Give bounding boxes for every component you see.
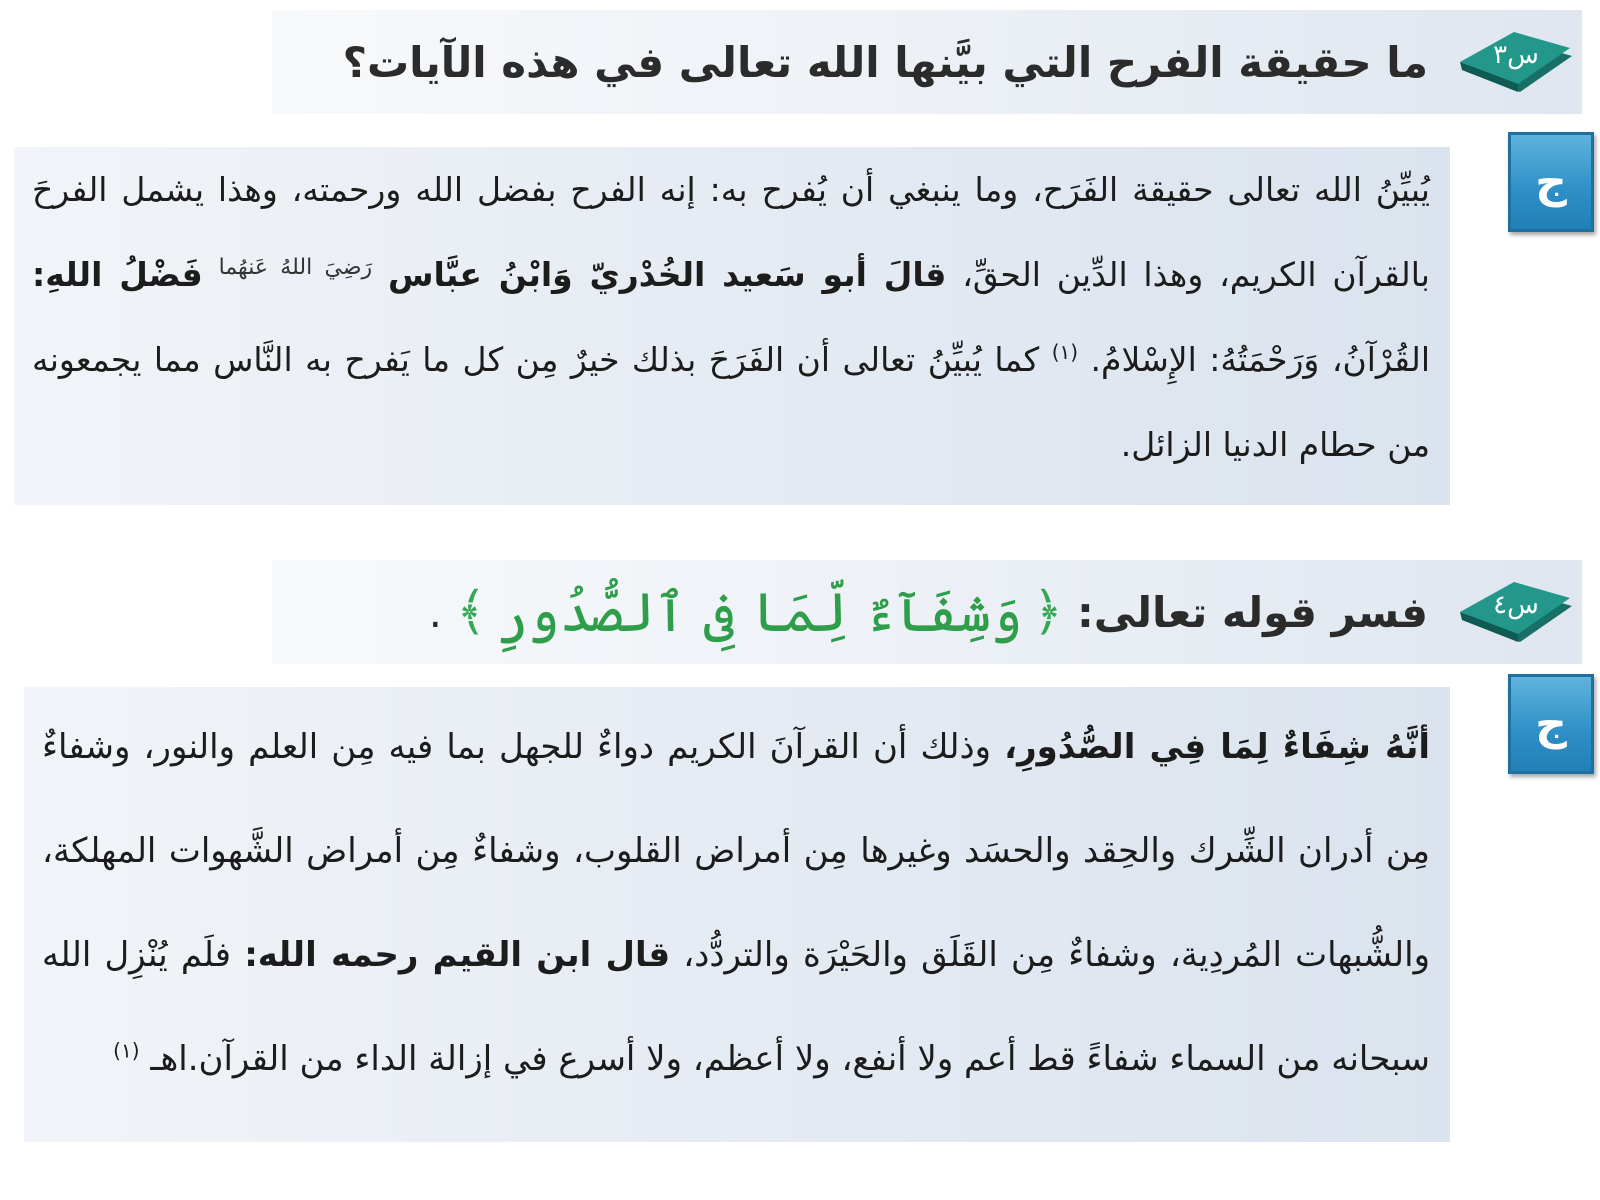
answer-4-quote: فلَم يُنْزِل الله سبحانه من السماء شفاءً قط أعم ولا أنفع، ولا أعظم، ولا أسرع في إزالة الداء من القرآن.اهـ — [42, 935, 1430, 1079]
verse-ornament-open: ﴿ — [1032, 582, 1063, 642]
answer-4-body: وذلك أن القرآنَ الكريم دواءٌ للجهل بما فيه مِن العلم والنور، وشفاءٌ مِن أدران الشِّرك والحِقد والحسَد وغيرها مِن أمراض القلوب، وشفاءٌ مِن أمراض الشَّهوات المهلكة، والشُّبهات المُردِية، وشفاءٌ مِن القَلَق والحَيْرَة والتردُّد، — [42, 727, 1430, 975]
question-3-badge — [1456, 22, 1576, 102]
answer-3-panel — [14, 147, 1450, 505]
answer-3-conclusion: كما يُبيِّنُ تعالى أن الفَرَحَ بذلك خيرٌ مِن كل ما يَفرح به النَّاس مما يجمعونه من حطام الدنيا الزائل. — [32, 340, 1430, 464]
question-3-text: ما حقيقة الفرح التي بيَّنها الله تعالى في هذه الآيات؟ — [342, 37, 1428, 87]
question-3-banner — [272, 10, 1582, 114]
footnote-marker[interactable]: (١) — [113, 1038, 140, 1063]
answer-4-badge: ج — [1508, 674, 1594, 774]
answer-4-text — [24, 687, 1450, 1111]
question-4-period: . — [428, 587, 442, 637]
answer-3-badge: ج — [1508, 132, 1594, 232]
answer-3-text — [14, 147, 1450, 487]
question-4-prefix: فسر قوله تعالى: — [1077, 587, 1428, 637]
question-4-number: س٤ — [1493, 590, 1539, 620]
question-4-banner — [272, 560, 1582, 664]
verse-ornament-close: ﴾ — [455, 582, 487, 642]
question-3-number: س٣ — [1493, 40, 1539, 70]
answer-3-intro: يُبيِّنُ الله تعالى حقيقة الفَرَح، وما ينبغي أن يُفرح به: إنه الفرح بفضل الله ورحمته، وهذا يشمل الفرحَ بالقرآن الكريم، وهذا الدِّين الحقِّ، — [32, 170, 1430, 294]
answer-3-narrators: قالَ أبو سَعيد الخُدْريّ وَابْنُ عبَّاس — [387, 255, 947, 294]
footnote-marker[interactable]: (١) — [1051, 340, 1079, 364]
answer-4-lead: أنَّهُ شِفَاءٌ لِمَا فِي الصُّدُورِ، — [1004, 727, 1430, 767]
answer-4-quote-attribution: قال ابن القيم رحمه الله: — [244, 935, 671, 975]
honorific-seal: رَضِيَ اللهُ عَنهُما — [218, 255, 373, 280]
answer-3-bounty-text: القُرْآنُ، وَرَحْمَتُهُ: الإِسْلامُ. — [1090, 340, 1430, 379]
answer-4-panel — [24, 687, 1450, 1142]
answer-3-bounty-label: فَضْلُ اللهِ: — [32, 255, 203, 294]
quran-verse — [456, 581, 1063, 644]
verse-text: وَشِفَآءٌ لِّمَا فِى ٱلصُّدُورِ — [496, 580, 1023, 644]
question-4-badge — [1456, 572, 1576, 652]
question-4-text — [429, 581, 1428, 644]
